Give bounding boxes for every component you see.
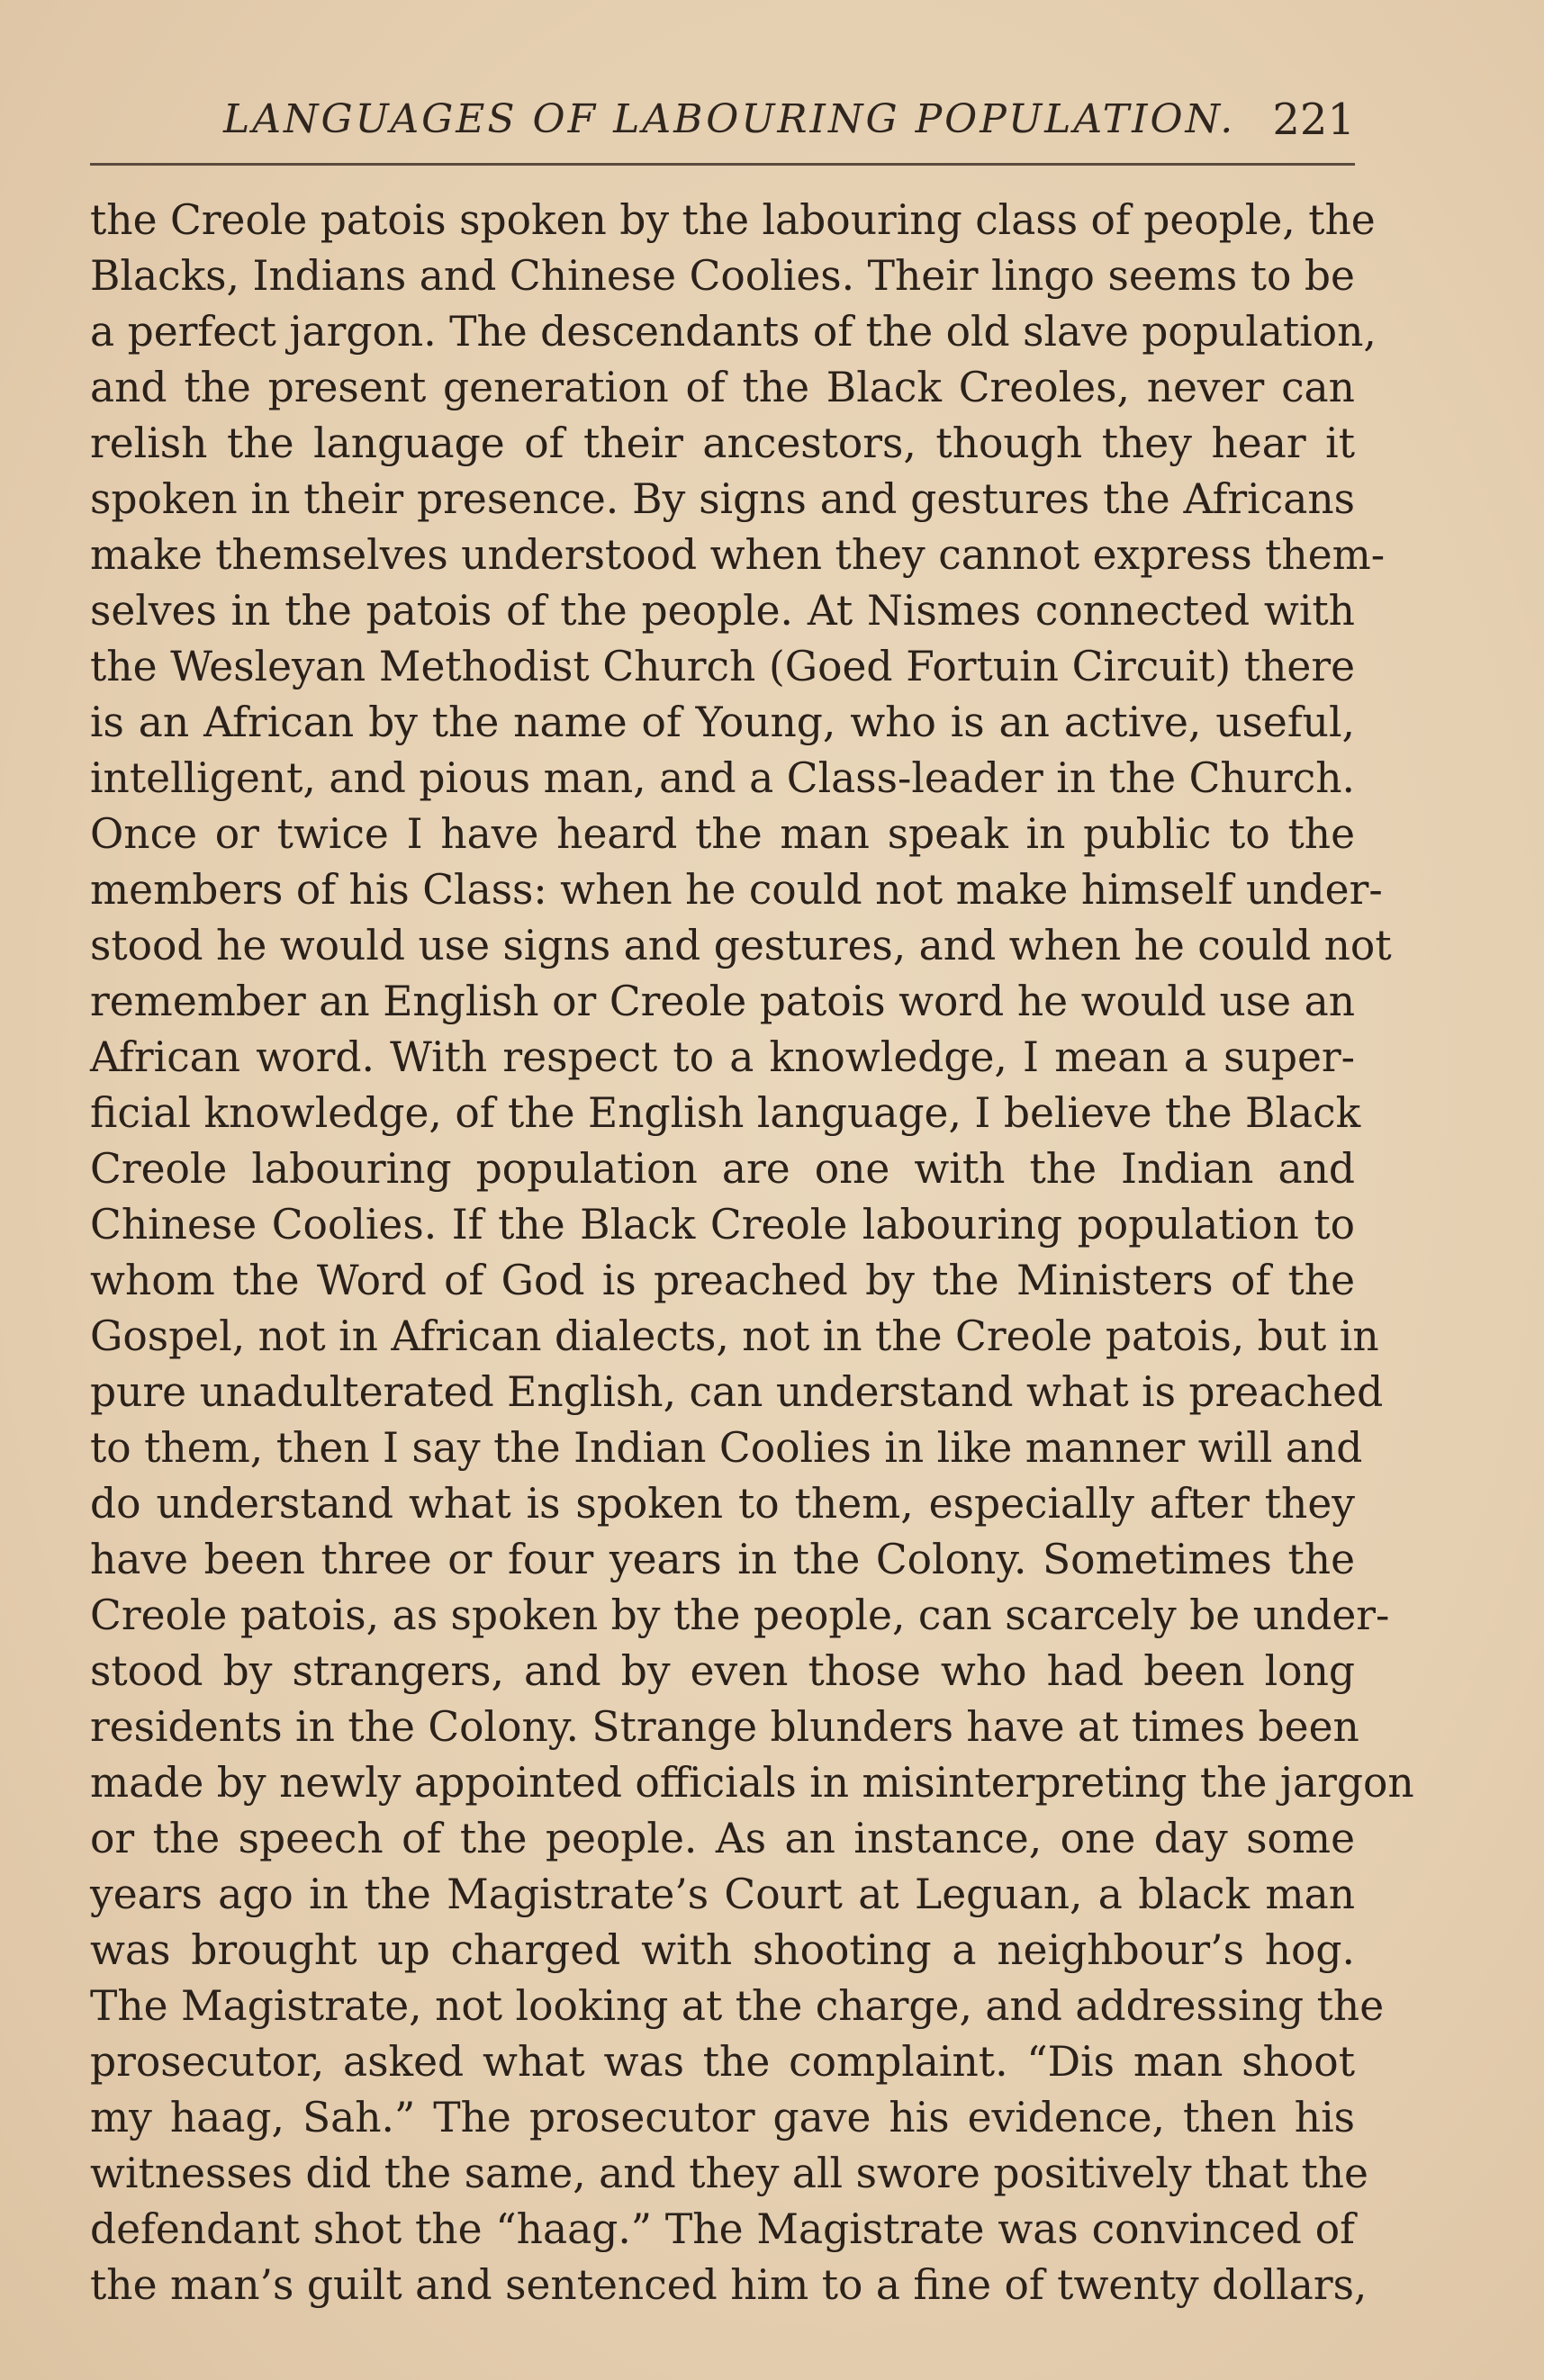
- text-line: was brought up charged with shooting a neighbour’s hog.: [90, 1926, 1355, 1974]
- text-line: pure unadulterated English, can understand what is preached: [90, 1368, 1384, 1416]
- header-rule: [90, 163, 1355, 166]
- text-line: residents in the Colony. Strange blunders have at times been: [90, 1703, 1359, 1751]
- text-line: Once or twice I have heard the man speak in public to the: [90, 810, 1355, 858]
- text-line: the Creole patois spoken by the labouring class of people, the: [90, 196, 1376, 244]
- text-line: made by newly appointed officials in misinterpreting the jargon: [90, 1759, 1414, 1807]
- running-title: LANGUAGES OF LABOURING POPULATION.: [223, 96, 1236, 142]
- text-line: Creole patois, as spoken by the people, can scarcely be under-: [90, 1591, 1390, 1639]
- text-line: ficial knowledge, of the English language, I believe the Black: [90, 1089, 1361, 1137]
- text-line: have been three or four years in the Colony. Sometimes the: [90, 1536, 1355, 1583]
- text-line: African word. With respect to a knowledge, I mean a super-: [90, 1033, 1355, 1081]
- text-line: Gospel, not in African dialects, not in the Creole patois, but in: [90, 1312, 1379, 1360]
- text-line: selves in the patois of the people. At Nismes connected with: [90, 587, 1355, 635]
- text-line: years ago in the Magistrate’s Court at Leguan, a black man: [90, 1871, 1355, 1918]
- text-line: The Magistrate, not looking at the charge, and addressing the: [90, 1982, 1385, 2030]
- text-line: a perfect jargon. The descendants of the old slave population,: [90, 308, 1377, 356]
- text-line: witnesses did the same, and they all swore positively that the: [90, 2150, 1368, 2197]
- text-line: is an African by the name of Young, who is an active, useful,: [90, 699, 1355, 746]
- running-head: [90, 88, 1355, 151]
- text-line: intelligent, and pious man, and a Class-leader in the Church.: [90, 754, 1355, 802]
- text-line: my haag, Sah.” The prosecutor gave his evidence, then his: [90, 2094, 1355, 2141]
- text-line: prosecutor, asked what was the complaint. “Dis man shoot: [90, 2038, 1355, 2086]
- text-line: the Wesleyan Methodist Church (Goed Fortuin Circuit) there: [90, 643, 1355, 690]
- text-line: members of his Class: when he could not make himself under-: [90, 866, 1383, 914]
- body-text: [90, 193, 1414, 2313]
- text-line: stood he would use signs and gestures, and when he could not: [90, 922, 1392, 969]
- text-line: or the speech of the people. As an instance, one day some: [90, 1815, 1355, 1862]
- text-line: spoken in their presence. By signs and gestures the Africans: [90, 475, 1355, 523]
- text-line: remember an English or Creole patois word he would use an: [90, 978, 1355, 1025]
- text-line: to them, then I say the Indian Coolies in like manner will and: [90, 1424, 1363, 1472]
- text-line: relish the language of their ancestors, though they hear it: [90, 419, 1355, 467]
- page-number: 221: [1272, 95, 1355, 145]
- text-line: stood by strangers, and by even those who had been long: [90, 1647, 1355, 1695]
- text-line: whom the Word of God is preached by the Ministers of the: [90, 1257, 1355, 1304]
- text-line: the man’s guilt and sentenced him to a fine of twenty dollars,: [90, 2261, 1368, 2309]
- text-line: and the present generation of the Black Creoles, never can: [90, 364, 1355, 411]
- text-line: do understand what is spoken to them, especially after they: [90, 1480, 1355, 1528]
- text-line: Chinese Coolies. If the Black Creole labouring population to: [90, 1201, 1355, 1249]
- text-line: Blacks, Indians and Chinese Coolies. Their lingo seems to be: [90, 252, 1355, 300]
- text-line: defendant shot the “haag.” The Magistrate was convinced of: [90, 2205, 1355, 2253]
- text-line: make themselves understood when they cannot express them-: [90, 531, 1386, 579]
- text-line: Creole labouring population are one with the Indian and: [90, 1145, 1355, 1193]
